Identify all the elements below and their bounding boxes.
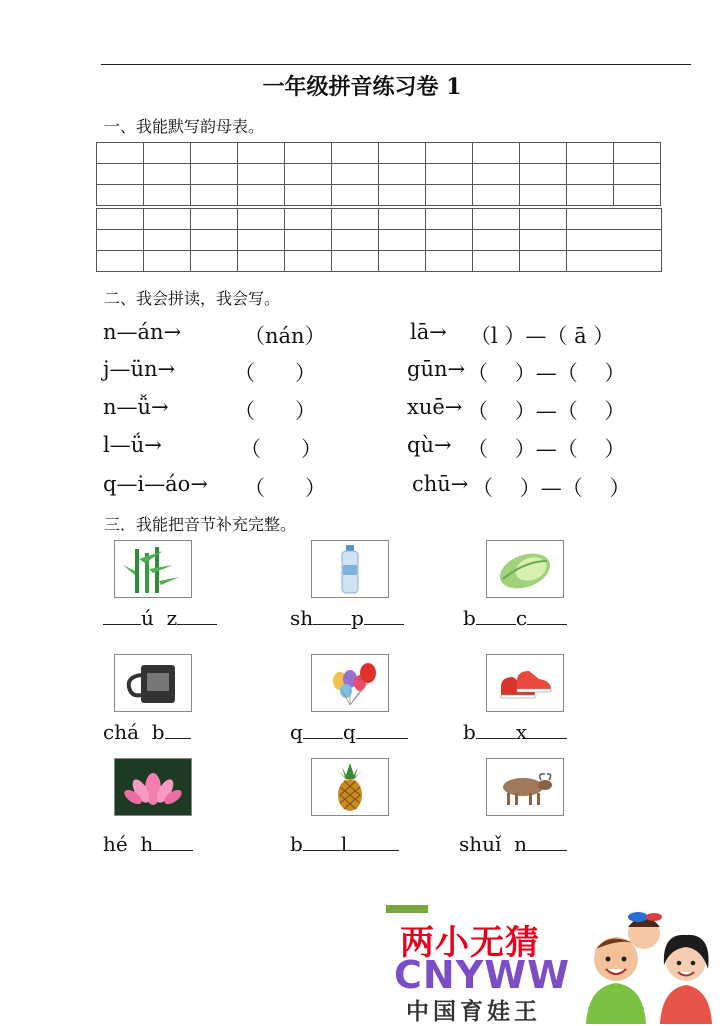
buffalo-picture (486, 758, 564, 816)
vowel-table-top (96, 142, 661, 206)
fill-blank[interactable] (303, 738, 343, 739)
fill-text: p (351, 606, 364, 630)
fill-text: b (463, 606, 476, 630)
pinyin-syllable: xuē→ (407, 395, 463, 419)
fill-item-4 (103, 720, 191, 744)
fill-text: b (463, 720, 476, 744)
fill-item-3 (463, 606, 567, 630)
top-rule (101, 64, 691, 65)
fill-text: l (340, 832, 348, 856)
fill-blank[interactable] (356, 738, 408, 739)
pinyin-left: n—ǚ→ (103, 395, 169, 419)
bamboo-picture (114, 540, 192, 598)
logo-title: 两小无猜 (400, 923, 540, 963)
vowel-table-bottom (96, 208, 662, 272)
fill-blank[interactable] (527, 738, 567, 739)
fill-blank[interactable] (303, 850, 341, 851)
pinyin-parts: （ ）—（ ） (467, 437, 626, 461)
logo-brand: CNYWW (394, 953, 571, 997)
watermark-logo (386, 905, 724, 1024)
pinyin-syllable: lā→ (410, 320, 447, 344)
fill-text: shuǐ n (459, 832, 528, 856)
pinyin-syllable: qù→ (407, 433, 452, 457)
fill-blank[interactable] (165, 738, 191, 739)
fill-blank[interactable] (313, 624, 351, 625)
pinyin-answer: （ ） (234, 399, 317, 423)
pinyin-syllable: gūn→ (407, 357, 466, 381)
pinyin-left: l—ǘ→ (103, 433, 162, 457)
pinyin-syllable: chū→ (412, 472, 469, 496)
pineapple-icon (312, 759, 388, 815)
fill-item-9 (459, 832, 567, 856)
logo-subtitle: 中国育娃王 (406, 999, 541, 1025)
fill-item-6 (463, 720, 567, 744)
fill-text: hé h (103, 832, 154, 856)
pinyin-parts: （l ）—（ ā ） (470, 324, 615, 348)
section-3-heading: 三．我能把音节补充完整。 (104, 515, 297, 534)
pinyin-answer: （nán） (244, 324, 326, 348)
pinyin-parts: （ ）—（ ） (472, 476, 631, 500)
section-2-heading: 二、我会拼读，我会写。 (104, 289, 281, 308)
fill-text: q (290, 720, 303, 744)
balloons-picture (311, 654, 389, 712)
fill-blank[interactable] (364, 624, 404, 625)
cabbage-picture (486, 540, 564, 598)
pinyin-parts: （ ）—（ ） (467, 399, 626, 423)
fill-blank[interactable] (527, 624, 567, 625)
fill-text: c (515, 606, 528, 630)
section-1-heading: 一、我能默写韵母表。 (104, 117, 265, 136)
buffalo-icon (487, 759, 563, 815)
page-title: 一年级拼音练习卷 1 (262, 74, 462, 100)
fill-blank[interactable] (476, 624, 516, 625)
pinyin-left: j—ün→ (103, 357, 176, 381)
fill-blank[interactable] (527, 850, 567, 851)
fill-blank[interactable] (177, 624, 217, 625)
cabbage-icon (487, 541, 563, 597)
pinyin-parts: （ ）—（ ） (467, 361, 626, 385)
bottle-icon (312, 541, 388, 597)
cartoon-kids-icon (576, 909, 722, 1024)
fill-item-2 (290, 606, 404, 630)
pinyin-answer: （ ） (240, 437, 323, 461)
fill-text: ú z (141, 606, 178, 630)
pinyin-answer: （ ） (234, 361, 317, 385)
cup-icon (115, 655, 191, 711)
fill-blank[interactable] (476, 738, 516, 739)
fill-blank[interactable] (347, 850, 399, 851)
fill-blank[interactable] (103, 624, 141, 625)
fill-text: q (342, 720, 356, 744)
fill-text: chá b (103, 720, 165, 744)
pinyin-answer: （ ） (244, 476, 327, 500)
pinyin-left: q—i—áo→ (103, 472, 208, 496)
fill-text: b (290, 832, 303, 856)
fill-item-5 (290, 720, 408, 744)
fill-item-8 (290, 832, 399, 856)
pinyin-left: n—án→ (103, 320, 182, 344)
fill-blank[interactable] (153, 850, 193, 851)
bamboo-icon (115, 541, 191, 597)
pineapple-picture (311, 758, 389, 816)
logo-bar (386, 905, 428, 913)
fill-text: x (515, 720, 528, 744)
fill-item-7 (103, 832, 193, 856)
lotus-picture (114, 758, 192, 816)
bottle-picture (311, 540, 389, 598)
shoes-icon (487, 655, 563, 711)
fill-item-1 (103, 606, 217, 630)
lotus-icon (115, 759, 191, 815)
shoes-picture (486, 654, 564, 712)
fill-text: sh (290, 606, 314, 630)
balloons-icon (312, 655, 388, 711)
cup-picture (114, 654, 192, 712)
